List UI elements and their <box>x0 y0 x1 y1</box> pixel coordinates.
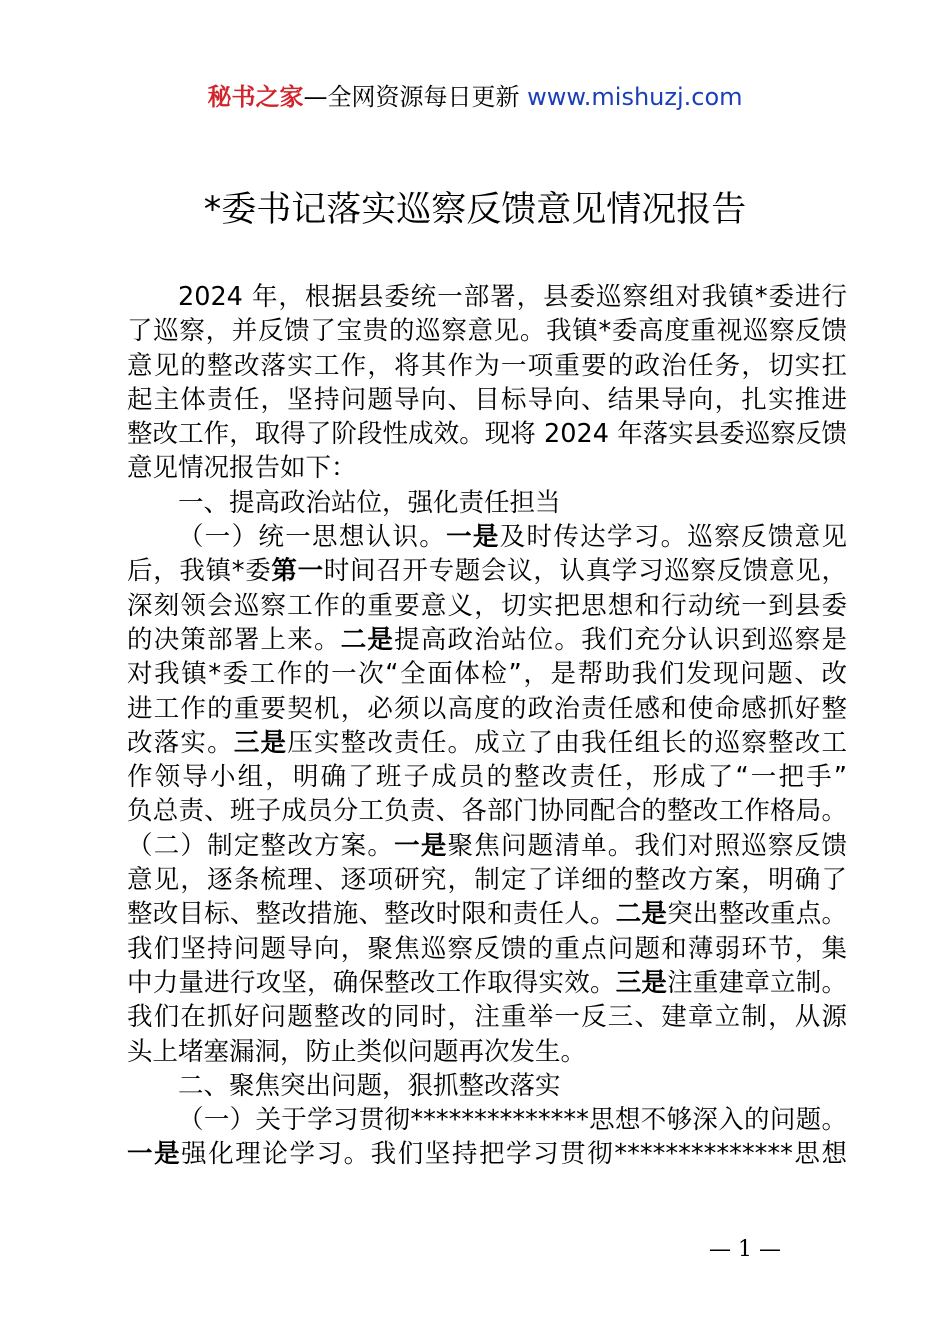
text-segment: 对我镇*委工作的一次“全面体检”，是帮助我们发现问题、改 <box>127 659 847 690</box>
site-tagline: —全网资源每日更新 <box>303 83 520 111</box>
body-line <box>127 383 847 417</box>
text-segment: 突出整改重点。 <box>667 899 847 930</box>
body-line <box>127 554 847 588</box>
text-segment: 整改工作，取得了阶段性成效。现将 2024 年落实县委巡察反馈 <box>127 419 847 450</box>
text-segment: 及时传达学习。巡察反馈意见 <box>499 522 847 553</box>
body-line <box>127 1000 847 1034</box>
bold-text-segment: 三是 <box>615 967 668 998</box>
bold-text-segment: 一是 <box>127 1139 182 1170</box>
bold-text-segment: 二是 <box>340 624 395 655</box>
text-segment: （二）制定整改方案。 <box>127 830 395 861</box>
body-line <box>127 1069 847 1103</box>
text-segment: 意见的整改落实工作，将其作为一项重要的政治任务，切实扛 <box>127 350 847 381</box>
body-line <box>127 692 847 726</box>
text-segment: 二、聚焦突出问题，狠抓整改落实 <box>178 1070 561 1101</box>
text-segment: 强化理论学习。我们坚持把学习贯彻**************思想 <box>181 1139 847 1170</box>
text-segment: 头上堵塞漏洞，防止类似问题再次发生。 <box>127 1036 587 1067</box>
text-segment: 压实整改责任。成立了由我任组长的巡察整改工 <box>287 727 847 758</box>
text-segment: 作领导小组，明确了班子成员的整改责任，形成了“一把手” <box>127 762 847 793</box>
text-segment: 负总责、班子成员分工负责、各部门协同配合的整改工作格局。 <box>127 796 847 827</box>
text-segment: 起主体责任，坚持问题导向、目标导向、结果导向，扎实推进 <box>127 384 847 415</box>
text-segment: 进工作的重要契机，必须以高度的政治责任感和使命感抓好整 <box>127 693 847 724</box>
body-line <box>127 726 847 760</box>
body-line <box>127 932 847 966</box>
body-line <box>127 520 847 554</box>
body-line <box>127 1035 847 1069</box>
text-segment: 意见情况报告如下： <box>127 453 357 484</box>
text-segment: 一、提高政治站位，强化责任担当 <box>178 487 561 518</box>
body-line <box>127 349 847 383</box>
text-segment: 注重建章立制。 <box>667 967 847 998</box>
bold-text-segment: 一是 <box>394 830 448 861</box>
text-segment: 整改目标、整改措施、整改时限和责任人。 <box>127 899 616 930</box>
text-segment: （一）关于学习贯彻**************思想不够深入的问题。 <box>178 1105 847 1136</box>
text-segment: 2024 年，根据县委统一部署，县委巡察组对我镇*委进行 <box>178 282 847 312</box>
text-segment: 中力量进行攻坚，确保整改工作取得实效。 <box>127 967 616 998</box>
text-segment: 了巡察，并反馈了宝贵的巡察意见。我镇*委高度重视巡察反馈 <box>127 316 847 347</box>
body-line <box>127 897 847 931</box>
body-line <box>127 623 847 657</box>
text-segment: 深刻领会巡察工作的重要意义，切实把思想和行动统一到县委 <box>127 590 847 621</box>
bold-text-segment: 第一 <box>271 556 324 587</box>
text-segment: （一）统一思想认识。 <box>178 522 447 553</box>
text-segment: 的决策部署上来。 <box>127 624 341 655</box>
text-segment: 意见，逐条梳理、逐项研究，制定了详细的整改方案，明确了 <box>127 865 847 896</box>
document-body <box>127 280 847 1172</box>
body-line <box>127 280 847 314</box>
text-segment: 我们坚持问题导向，聚焦巡察反馈的重点问题和薄弱环节，集 <box>127 933 847 964</box>
page-number: — 1 — <box>709 1237 781 1262</box>
body-line <box>127 760 847 794</box>
body-line <box>127 417 847 451</box>
body-line <box>127 1103 847 1137</box>
body-line <box>127 863 847 897</box>
document-title: *委书记落实巡察反馈意见情况报告 <box>203 190 747 230</box>
body-line <box>127 486 847 520</box>
bold-text-segment: 二是 <box>615 899 668 930</box>
bold-text-segment: 三是 <box>233 727 288 758</box>
text-segment: 聚焦问题清单。我们对照巡察反馈 <box>447 830 847 861</box>
body-line <box>127 794 847 828</box>
body-line <box>127 1137 847 1171</box>
text-segment: 后，我镇*委 <box>127 556 272 587</box>
text-segment: 改落实。 <box>127 727 234 758</box>
site-header-banner <box>0 80 950 114</box>
bold-text-segment: 一是 <box>446 522 500 553</box>
body-line <box>127 829 847 863</box>
body-line <box>127 966 847 1000</box>
text-segment: 提高政治站位。我们充分认识到巡察是 <box>394 624 847 655</box>
body-line <box>127 451 847 485</box>
text-segment: 时间召开专题会议，认真学习巡察反馈意见， <box>323 556 847 587</box>
body-line <box>127 314 847 348</box>
body-line <box>127 657 847 691</box>
site-url-link[interactable]: www.mishuzj.com <box>527 83 743 111</box>
body-line <box>127 589 847 623</box>
text-segment: 我们在抓好问题整改的同时，注重举一反三、建章立制，从源 <box>127 1002 847 1033</box>
site-brand: 秘书之家 <box>207 83 304 111</box>
